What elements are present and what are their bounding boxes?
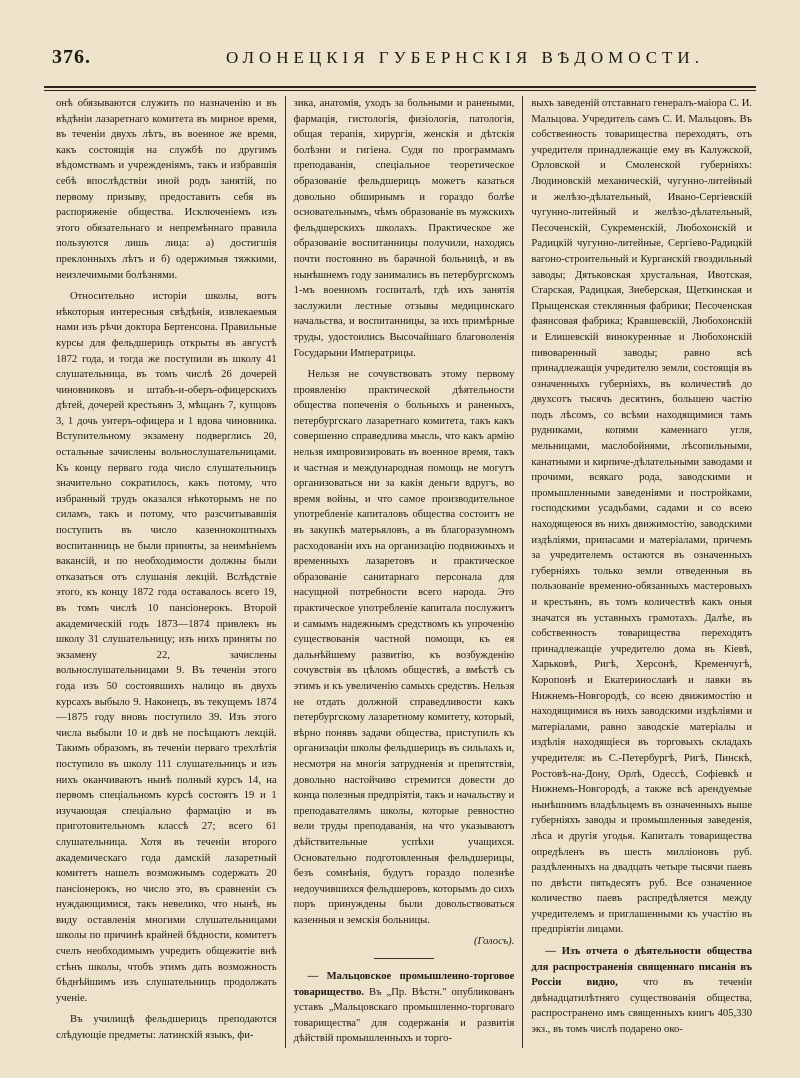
paragraph: зика, анатомія, уходъ за больными и ранеными, фармація, гистологія, физіологія, патологія, общая терапія, хирургія, женскія и дѣтскія болѣзни и гигіена. Судя по программамъ преподаванія, спеціальное теоретическое образованіе фельдшерицъ можетъ казаться довольно обширнымъ и гораздо болѣе основательнымъ, чѣмъ образованіе въ мужскихъ фельдшерскихъ школахъ. Практическое же образованіе воспитанницы получили, находясь почти постоянно въ барачной больницѣ, и въ нынѣшнемъ году занимались въ петербургскомъ 1-мъ военномъ госпиталѣ, гдѣ ихъ занятія заслужили лестные отзывы медицинскаго начальства, и воспитанницы, за ихъ примѣрные труды, удостоились Высочайшаго благоволенія Государыни Императрицы.	[293, 98, 515, 359]
header-rule	[44, 86, 756, 88]
column-1	[48, 96, 285, 1048]
paragraph: выхъ заведеній отставнаго генералъ-маіора С. И. Мальцова. Учредитель самъ С. И. Мальцовъ. Въ собственность товарищества переходятъ, отъ учредителя принадлежащіе ему въ Калужской, Орловской и Смоленской губерніяхъ: Людиновскій механическій, чугунно-литейный и желѣзо-дѣлательный, Ивано-Сергіевскій чугунно-литейный и желѣзо-дѣлательный, Песоченскій, Сукременскій, Любохонскій и Радицкій чугунно-литейные, Сергіево-Радицкій вагоно-строительный и Курганскій гвоздильный заводы; Дятьковская хрустальная, Ивотская, Старская, Радицкая, Зиеберская, Щеткинская и Прыщенская стеклянныя фабрики; Песоченская фаянсовая фабрика; Кравшевскій, Любохонскій и Елишевскій винокуренные и Любохонскій пивоваренный заводы; равно всѣ принадлежащія учредителю земли, состоящія въ означенныхъ губерніяхъ, въ количествѣ до двухсотъ тысячъ десятинъ, большею частію подъ лѣсомъ, со всѣми находящимися тамъ рудниками, копями каменнаго угля, мельницами, маслобойнями, лѣсопильными, канатными и кирпиче-дѣлательными заводами и прочими, всякаго рода, заводскими и промышленными заведеніями и постройками, господскими усадьбами, садами и со всею находящеюся въ нихъ движимостію, заводскими издѣліями, припасами и матеріалами, причемъ за учредителемъ остаются въ означенныхъ губерніяхъ только земли отведенныя въ пользованіе временно-обязанныхъ мастеровыхъ и крестьянъ, въ томъ количествѣ какъ оныя значатся въ уставныхъ грамотахъ. Далѣе, въ собственность товарищества переходятъ принадлежащіе учредителю дома въ Кіевѣ, Харьковѣ, Ригѣ, Херсонѣ, Кременчугѣ, Коропонѣ и Екатеринославѣ и лавки въ Нижнемъ-Новгородѣ, со всею движимостію и находящимися въ нихъ заводскими издѣліями и матеріалами, равно заводскіе матеріалы и издѣлія находящіеся въ торговыхъ складахъ учредителя: въ С.-Петербургѣ, Ригѣ, Пинскѣ, Ростовѣ-на-Дону, Орлѣ, Одессѣ, Софіевкѣ и Нижнемъ-Новгородѣ, а также всѣ арендуемые нынѣшнимъ владѣльцемъ въ означенныхъ выше губерніяхъ заводы и промышленныя заведенія, лѣса и другія угодья. Капиталъ товарищества опредѣленъ въ шесть милліоновъ руб. раздѣленныхъ на двадцать четыре тысячи паевъ по двѣсти пятьдесятъ руб. Все означенное количество паевъ распредѣляется между учредителемъ и приглашенными къ участію въ предпріятіи лицами.	[531, 98, 753, 936]
page-number: 376.	[52, 46, 91, 68]
article-text: что въ теченіи двѣнадцатилѣтняго существованія общества, распространено имъ священныхъ книгъ 405,330 экз., въ томъ числѣ подарено око-	[531, 977, 753, 1036]
article-lead: — Мальцовское промышленно-торговое товарищество.	[293, 971, 515, 998]
article-lead: — Изъ отчета о дѣятельности общества для распространенія священнаго писанія въ Россіи видно,	[531, 946, 753, 989]
paragraph: Въ училищѣ фельдшерицъ преподаются слѣдующіе предметы: латинскій языкъ, фи-	[56, 1014, 277, 1042]
paragraph: Нельзя не сочувствовать этому первому проявленію практической дѣятельности общества попеченія о больныхъ и раненыхъ, петербургскаго лазаретнаго комитета, такъ какъ совершенно справедлива мысль, что какъ армію нельзя импровизировать въ военное время, такъ и частная и международная помощь не могутъ организоваться ни за какія деньги вдругъ, во время войны, и что самое производительное употребленіе капиталовъ общества состоитъ не въ закупкѣ матерьяловъ, а въ благоразумномъ расходованіи ихъ на организацію подвижныхъ и временныхъ лазаретовъ и практическое образованіе санитарнаго персонала для насущной потребности всего народа. Это практическое употребленіе капитала послужитъ и самымъ надежнымъ средствомъ къ упроченію существованія частной помощи, къ ея дальнѣйшему развитію, къ возбужденію сочувствія въ цѣломъ обществѣ, а вмѣстѣ съ этимъ и къ увеличенію самыхъ средствъ. Нельзя не отдать должной справедливости какъ петербургскому лазаретному комитету, который, вѣрно понявъ задачи общества, приступилъ къ организаціи школы фельдшерицъ въ сильлахъ и, несмотря на многія затрудненія и препятствія, довольно настойчиво стремится довести до конца полезныя предпріятія, такъ и начальству и преподавателямъ школы, которые ревностно вели труды преподаванія, на что указываютъ дѣйствительные успѣхи учащихся. Основательно подготовленныя фельдшерицы, безъ сомнѣнія, будутъ гораздо полезнѣе недоучившихся фельдшеровъ, которымъ до сихъ поръ принуждены были довольствоваться казенныя и земскія больницы.	[293, 369, 515, 926]
article-paragraph	[531, 944, 752, 1038]
newspaper-title: ОЛОНЕЦКІЯ ГУБЕРНСКІЯ ВѢДОМОСТИ.	[226, 48, 704, 67]
paragraph: онѣ обязываются служить по назначенію и въ вѣдѣніи лазаретнаго комитета въ мирное время, въ теченіи двухъ лѣтъ, въ военное же время, какъ состоящія на службѣ по другимъ вѣдомствамъ и учрежденіямъ, такъ и избравшія себѣ впослѣдствіи иной родъ занятій, по первому призыву, предоставить себя въ распоряженіе общества. Исключеніемъ изъ этого обязательнаго и непремѣннаго правила пользуются лишь лица: а) достигшія преклонныхъ лѣтъ и б) одержимыя тяжкими, неизлечимыми болѣзнями.	[56, 98, 277, 281]
column-3	[522, 96, 760, 1048]
page-header	[44, 38, 756, 78]
article-paragraph	[294, 969, 515, 1047]
article-separator	[374, 958, 434, 959]
header-rule-thin	[44, 90, 756, 91]
paragraph: Относительно исторіи школы, вотъ нѣкоторыя интересныя свѣдѣнія, извлекаемыя нами изъ рѣчи доктора Бертенсона. Правильные курсы для фельдшерицъ открыты въ августѣ 1872 года, и тогда же поступили въ школу 41 слушательница, въ томъ числѣ 26 дочерей чиновниковъ и штабъ-и-оберъ-офицерскихъ дѣтей, дочерей крестьянъ 3, мѣщанъ 7, купцовъ 3, 1 дочь унтеръ-офицера и 1 вдова чиновника. Вступительному экзамену подверглись 20, остальные зачислены вольнослушательницами. Къ концу перваго года число слушательницъ значительно сократилось, какъ потому, что избранный трудъ оказался нѣкоторымъ не по силамъ, такъ и потому, что разсчитывавшія поступить въ число казеннокоштныхъ воспитанницъ не были приняты, за неимѣніемъ вакансій, и по необходимости должны были отказаться отъ слушанія лекцій. Вслѣдствіе этого, къ концу 1872 года оставалось всего 19, въ томъ числѣ 10 пансіонерокъ. Второй академическій годъ 1873—1874 привлекъ въ школу 31 слушательницу; изъ нихъ приняты по экзамену 22, зачислены вольнослушательницами 9. Въ теченіи этого года изъ 50 состоявшихъ налицо въ двухъ курсахъ выбыло 9. Наконецъ, въ текущемъ 1874—1875 году вновь поступило 39. Изъ этого числа выбыли 10 и двѣ не посѣщаютъ лекцій. Такимъ образомъ, въ теченіи перваго трехлѣтія поступило въ школу 111 слушательницъ и изъ нихъ оканчиваютъ нынѣ полный курсъ 14, на первомъ спеціальномъ курсѣ состоятъ 19 и 1 изучающая спеціально фармацію и въ приготовительномъ классѣ 27; всего 61 слушательница. Хотя въ теченіи второго академическаго года дамскій лазаретный комитетъ нашелъ возможнымъ содержать 20 пансіонерокъ, но число это, въ сравненіи съ нуждающимися, такъ невелико, что нынѣ, въ виду оставленія многими слушательницами школы по причинѣ крайней бѣдности, комитетъ счелъ необходимымъ учредить общежитіе внѣ стѣнъ школы, чтобъ этимъ дать возможность бѣднѣйшимъ изъ слушательницъ продолжать ученіе.	[56, 291, 277, 1004]
column-2	[285, 96, 523, 1048]
article-text: Въ „Пр. Вѣстн." опубликованъ уставъ „Мальцовскаго промышленно-торговаго товарищества" для содержанія и развитія дѣйствій промышленныхъ и торго-	[293, 986, 515, 1045]
text-columns	[48, 96, 760, 1048]
source-signature: (Голосъ).	[474, 936, 515, 948]
